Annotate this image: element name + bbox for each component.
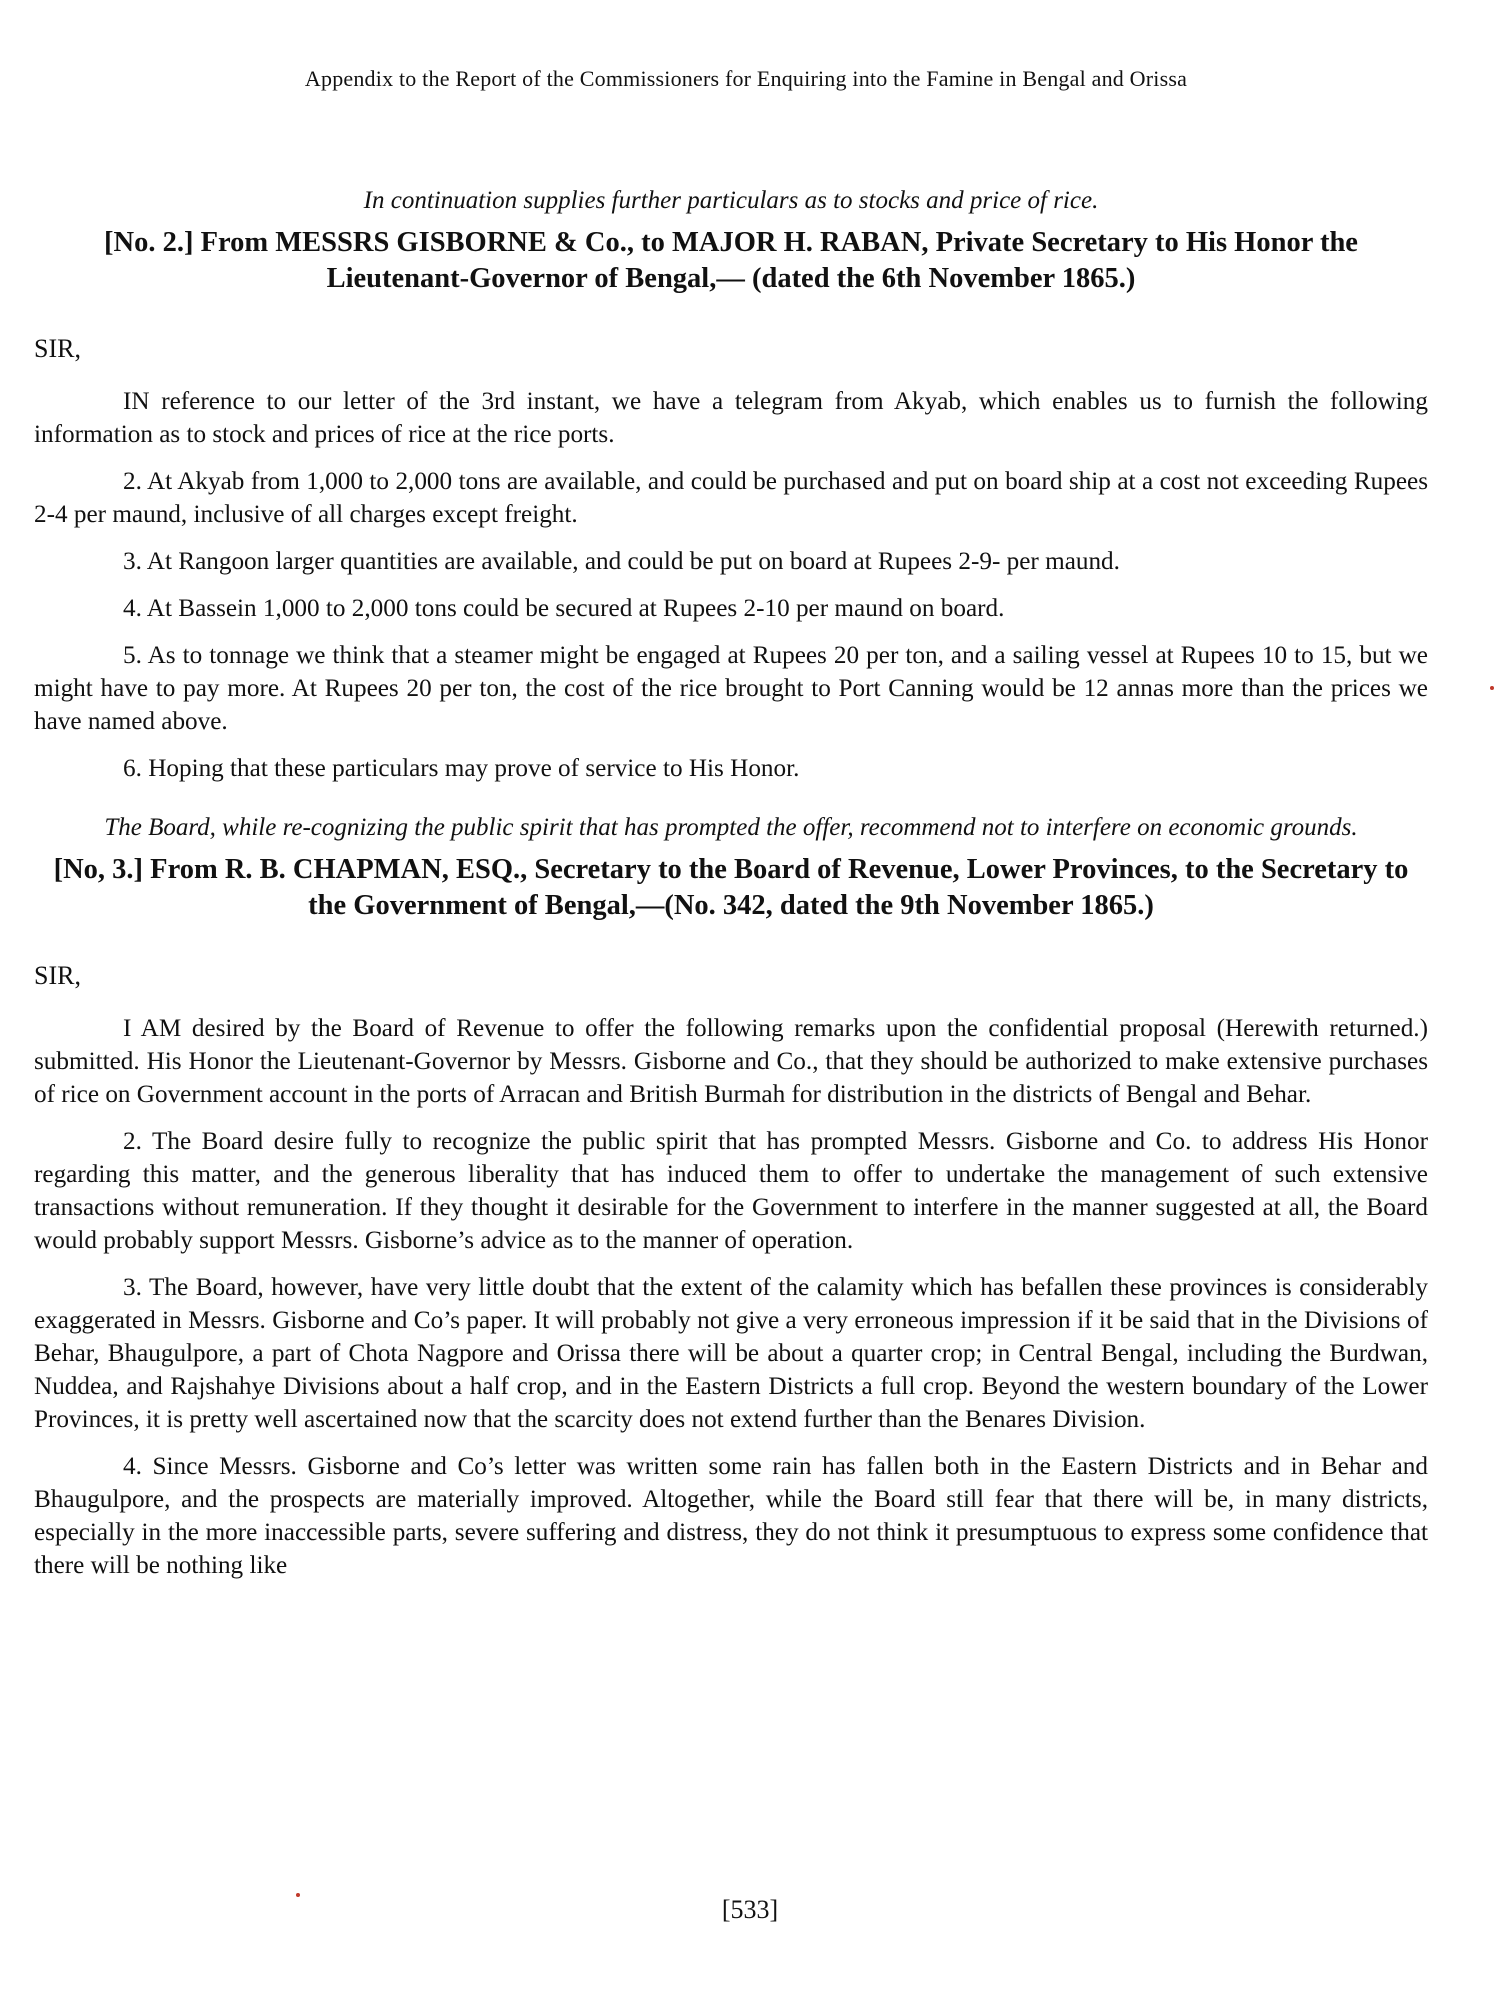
letter-3-heading: [No, 3.] From R. B. CHAPMAN, ESQ., Secretary to the Board of Revenue, Lower Provinces, to the Secretary to the Government of Bengal,—(No. 342, dated the 9th November 1865.) — [53, 854, 1409, 921]
section-gap — [34, 785, 1428, 811]
letter-2-paragraph: 2. At Akyab from 1,000 to 2,000 tons are available, and could be purchased and put on board ship at a cost not exceeding Rupees 2-4 per maund, inclusive of all charges except freight. — [34, 468, 1428, 528]
letter-2-paragraph: IN reference to our letter of the 3rd instant, we have a telegram from Akyab, which enables us to furnish the following information as to stock and prices of rice at the rice ports. — [34, 388, 1428, 448]
letter-3-salutation: SIR, — [34, 961, 81, 990]
letter-3-paragraph: I AM desired by the Board of Revenue to offer the following remarks upon the confidential proposal (Herewith returned.) submitted. His Honor the Lieutenant-Governor by Messrs. Gisborne and Co., that they should be authorized to make extensive purchases of rice on Government account in the ports of Arracan and British Burmah for distribution in the districts of Bengal and Behar. — [34, 1015, 1428, 1108]
letter-2-paragraph: 5. As to tonnage we think that a steamer might be engaged at Rupees 20 per ton, and a sailing vessel at Rupees 10 to 15, but we might have to pay more. At Rupees 20 per ton, the cost of the rice brought to Port Canning would be 12 annas more than the prices we have named above. — [34, 642, 1428, 735]
page-number: [533] — [721, 1895, 779, 1924]
letter-2-paragraph: 4. At Bassein 1,000 to 2,000 tons could be secured at Rupees 2-10 per maund on board. — [123, 595, 1005, 622]
letter-2-summary: In continuation supplies further particulars as to stocks and price of rice. — [363, 187, 1099, 214]
letter-2-salutation: SIR, — [34, 334, 81, 363]
letter-2-paragraph: 3. At Rangoon larger quantities are available, and could be put on board at Rupees 2-9- per maund. — [123, 548, 1120, 575]
letter-2-paragraph: 6. Hoping that these particulars may prove of service to His Honor. — [123, 755, 800, 782]
letter-3-paragraph: 4. Since Messrs. Gisborne and Co’s letter was written some rain has fallen both in the Eastern Districts and in Behar and Bhaugulpore, and the prospects are materially improved. Altogether, while the Board still fear that there will be, in many districts, especially in the more inaccessible parts, severe suffering and distress, they do not think it presumptuous to express some confidence that there will be nothing like — [34, 1453, 1428, 1579]
letter-3-paragraph: 2. The Board desire fully to recognize the public spirit that has prompted Messrs. Gisborne and Co. to address His Honor regarding this matter, and the generous liberality that has induced them to offer to undertake the management of such extensive transactions without remuneration. If they thought it desirable for the Government to interfere in the manner suggested at all, the Board would probably support Messrs. Gisborne’s advice as to the manner of operation. — [34, 1128, 1428, 1254]
letter-3-paragraph: 3. The Board, however, have very little doubt that the extent of the calamity which has befallen these provinces is considerably exaggerated in Messrs. Gisborne and Co’s paper. It will probably not give a very erroneous impression if it be said that in the Divisions of Behar, Bhaugulpore, a part of Chota Nagpore and Orissa there will be about a quarter crop; in Central Bengal, including the Burdwan, Nuddea, and Rajshahye Divisions about a half crop, and in the Eastern Districts a full crop. Beyond the western boundary of the Lower Provinces, it is pretty well ascertained now that the scarcity does not extend further than the Benares Division. — [34, 1274, 1428, 1433]
running-header: Appendix to the Report of the Commissioners for Enquiring into the Famine in Bengal and Orissa — [304, 66, 1188, 91]
letter-2-heading: [No. 2.] From MESSRS GISBORNE & Co., to MAJOR H. RABAN, Private Secretary to His Honor the Lieutenant-Governor of Bengal,— (dated the 6th November 1865.) — [104, 227, 1358, 294]
ink-speck — [1490, 686, 1494, 690]
letter-3-summary: The Board, while re-cognizing the public spirit that has prompted the offer, recommend not to interfere on economic grounds. — [104, 814, 1358, 841]
